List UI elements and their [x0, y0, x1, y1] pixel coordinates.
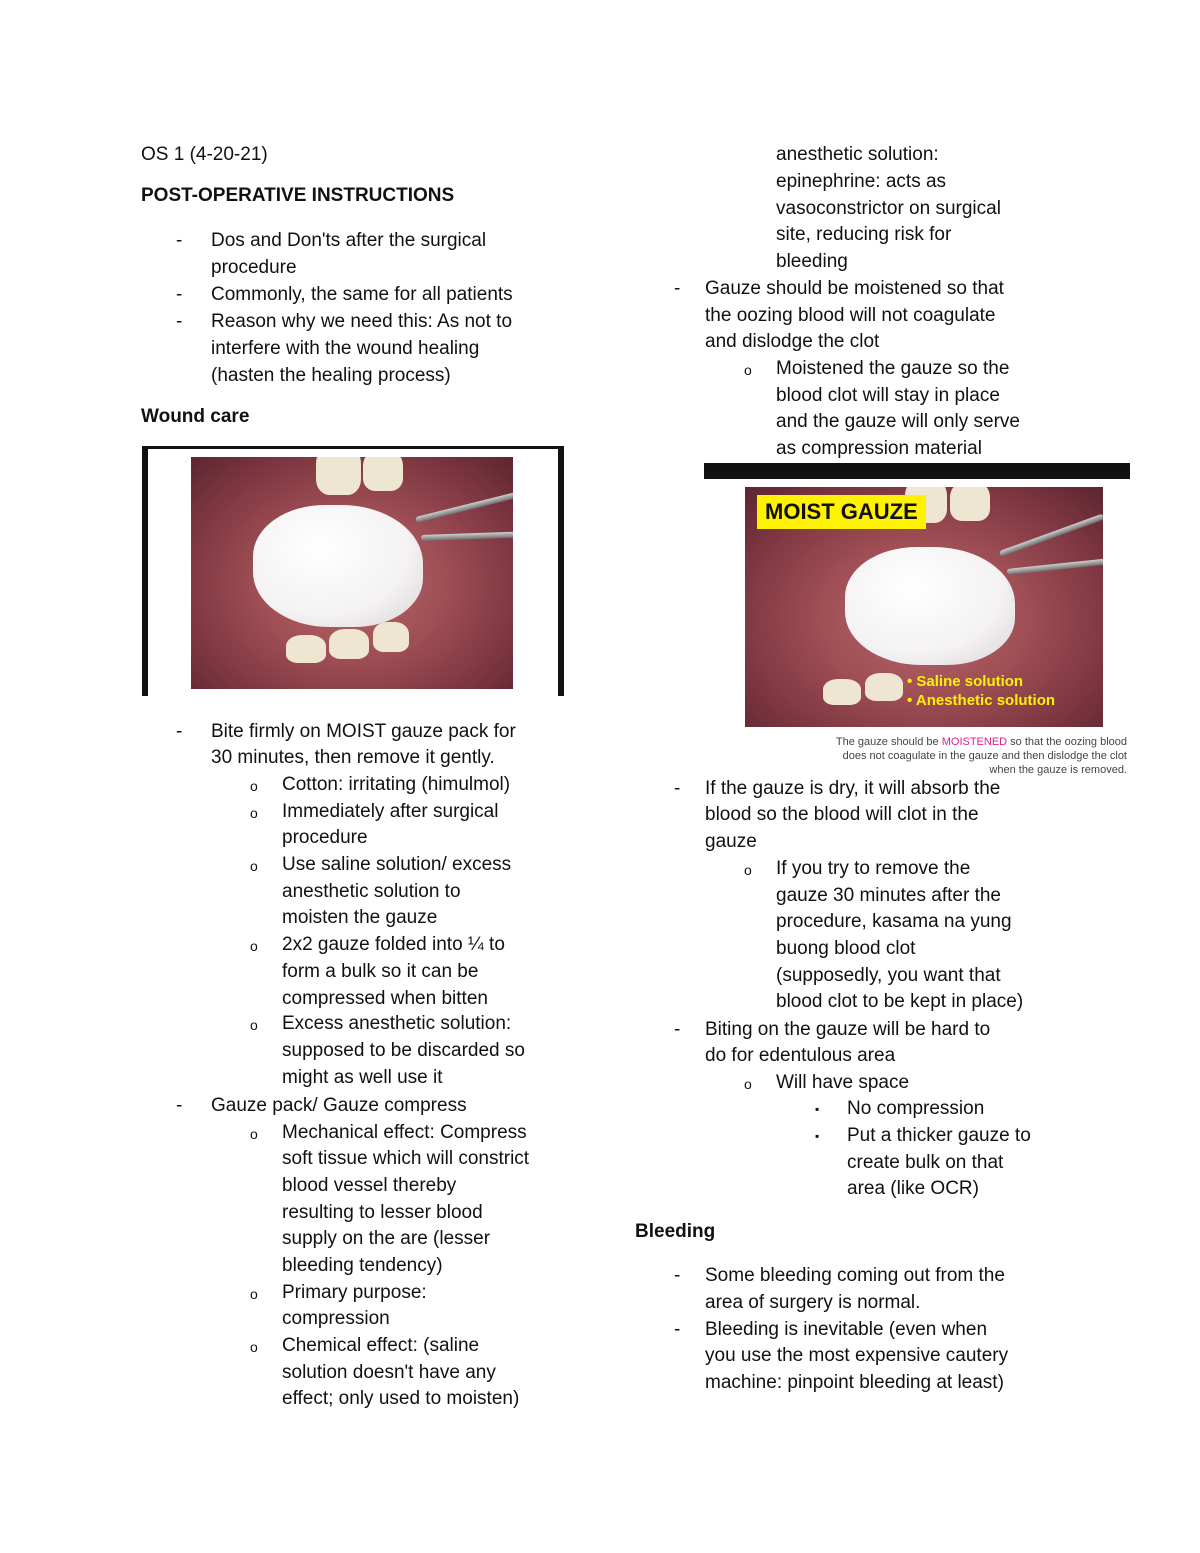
dry-line-2: blood so the blood will clot in the	[705, 804, 979, 825]
bite-line-1: Bite firmly on MOIST gauze pack for	[211, 721, 516, 742]
dash-bullet: -	[674, 1019, 681, 1040]
circle-bullet: o	[250, 938, 258, 954]
bite-sub-5-line-2: supposed to be discarded so	[282, 1040, 525, 1061]
circle-bullet: o	[250, 805, 258, 821]
bite-sub-4-line-2: form a bulk so it can be	[282, 961, 479, 982]
bite-sub-5-line-3: might as well use it	[282, 1067, 443, 1088]
circle-bullet: o	[250, 1126, 258, 1142]
figure-divider-bar	[704, 463, 1130, 479]
dry-sub-line-4: buong blood clot	[776, 938, 916, 959]
forceps	[421, 531, 513, 541]
dash-bullet: -	[176, 311, 183, 332]
bleeding-2-line-3: machine: pinpoint bleeding at least)	[705, 1372, 1004, 1393]
bleeding-2-line-1: Bleeding is inevitable (even when	[705, 1319, 988, 1340]
circle-bullet: o	[744, 1076, 752, 1092]
bite-sub-4-line-3: compressed when bitten	[282, 988, 488, 1009]
circle-bullet: o	[250, 1286, 258, 1302]
circle-bullet: o	[744, 862, 752, 878]
circle-bullet: o	[250, 858, 258, 874]
moist-line-2: the oozing blood will not coagulate	[705, 305, 996, 326]
dry-sub-line-1: If you try to remove the	[776, 858, 971, 879]
dash-bullet: -	[176, 284, 183, 305]
thicker-gauze-line-2: create bulk on that	[847, 1152, 1004, 1173]
dry-sub-line-2: gauze 30 minutes after the	[776, 885, 1001, 906]
moist-sub-line-1: Moistened the gauze so the	[776, 358, 1010, 379]
caption-post: so that the oozing blood	[1007, 736, 1127, 748]
pack-sub-1-line-2: soft tissue which will constrict	[282, 1148, 530, 1169]
pack-sub-2-line-1: Primary purpose:	[282, 1282, 427, 1303]
lower-tooth	[373, 622, 409, 652]
mouth-image	[191, 457, 513, 689]
bite-sub-3-line-1: Use saline solution/ excess	[282, 854, 512, 875]
lower-tooth	[823, 679, 861, 705]
figure-caption	[790, 735, 1127, 777]
bleeding-1-line-2: area of surgery is normal.	[705, 1292, 921, 1313]
pack-sub-3-line-3: effect; only used to moisten)	[282, 1388, 520, 1409]
pack-sub-2-line-2: compression	[282, 1308, 390, 1329]
thicker-gauze-line-1: Put a thicker gauze to	[847, 1125, 1031, 1146]
moist-sub-line-4: as compression material	[776, 438, 982, 459]
pack-sub-1-line-5: supply on the are (lesser	[282, 1228, 491, 1249]
thicker-gauze-line-3: area (like OCR)	[847, 1178, 979, 1199]
caption-line-2: does not coagulate in the gauze and then dislodge the clot	[842, 750, 1127, 762]
circle-bullet: o	[250, 1017, 258, 1033]
dry-sub-line-3: procedure, kasama na yung	[776, 911, 1012, 932]
bite-sub-3-line-2: anesthetic solution to	[282, 881, 461, 902]
cont-line-5: bleeding	[776, 251, 848, 272]
dry-line-3: gauze	[705, 831, 757, 852]
pack-sub-1-line-1: Mechanical effect: Compress	[282, 1122, 527, 1143]
dash-bullet: -	[176, 721, 183, 742]
lower-tooth	[329, 629, 369, 659]
moist-sub-line-3: and the gauze will only serve	[776, 411, 1020, 432]
forceps	[999, 514, 1103, 557]
section-title: POST-OPERATIVE INSTRUCTIONS	[141, 185, 455, 206]
forceps	[415, 488, 513, 523]
dash-bullet: -	[176, 1095, 183, 1116]
pack-sub-3-line-1: Chemical effect: (saline	[282, 1335, 480, 1356]
gauze-pack	[845, 547, 1015, 665]
moist-sub-line-2: blood clot will stay in place	[776, 385, 1000, 406]
edentulous-line-1: Biting on the gauze will be hard to	[705, 1019, 991, 1040]
circle-bullet: o	[744, 362, 752, 378]
bite-sub-1-line-1: Cotton: irritating (himulmol)	[282, 774, 511, 795]
intro-3-line-3: (hasten the healing process)	[211, 365, 451, 386]
pack-sub-1-line-3: blood vessel thereby	[282, 1175, 457, 1196]
caption-highlight: MOISTENED	[941, 736, 1008, 748]
wound-care-heading: Wound care	[141, 406, 250, 427]
square-bullet: ▪	[815, 1129, 820, 1143]
will-have-space: Will have space	[776, 1072, 910, 1093]
upper-tooth	[316, 457, 361, 495]
square-bullet: ▪	[815, 1102, 820, 1116]
bite-line-2: 30 minutes, then remove it gently.	[211, 747, 495, 768]
bleeding-2-line-2: you use the most expensive cautery	[705, 1345, 1009, 1366]
saline-solution-label: • Saline solution	[907, 673, 1024, 690]
bite-sub-5-line-1: Excess anesthetic solution:	[282, 1013, 512, 1034]
pack-sub-3-line-2: solution doesn't have any	[282, 1362, 496, 1383]
pack-line-1: Gauze pack/ Gauze compress	[211, 1095, 467, 1116]
dash-bullet: -	[674, 778, 681, 799]
intro-3-line-1: Reason why we need this: As not to	[211, 311, 513, 332]
anesthetic-solution-label: • Anesthetic solution	[907, 692, 1056, 709]
dry-sub-line-5: (supposedly, you want that	[776, 965, 1001, 986]
no-compression: No compression	[847, 1098, 985, 1119]
dash-bullet: -	[674, 1319, 681, 1340]
intro-3-line-2: interfere with the wound healing	[211, 338, 480, 359]
dash-bullet: -	[674, 278, 681, 299]
moist-gauze-photo	[745, 487, 1103, 727]
lower-tooth	[286, 635, 326, 663]
intro-1-line-1: Dos and Don'ts after the surgical	[211, 230, 487, 251]
dry-line-1: If the gauze is dry, it will absorb the	[705, 778, 1001, 799]
gauze-pack	[253, 505, 423, 627]
dash-bullet: -	[176, 230, 183, 251]
pack-sub-1-line-4: resulting to lesser blood	[282, 1202, 483, 1223]
caption-line-3: when the gauze is removed.	[989, 764, 1127, 776]
moist-line-3: and dislodge the clot	[705, 331, 880, 352]
document-date-title: OS 1 (4-20-21)	[141, 144, 268, 165]
upper-tooth	[363, 457, 403, 491]
circle-bullet: o	[250, 778, 258, 794]
bleeding-1-line-1: Some bleeding coming out from the	[705, 1265, 1005, 1286]
bite-sub-2-line-1: Immediately after surgical	[282, 801, 499, 822]
lower-tooth	[865, 673, 903, 701]
bite-sub-4-line-1: 2x2 gauze folded into ¼ to	[282, 934, 505, 955]
wound-gauze-photo	[142, 446, 564, 696]
caption-pre: The gauze should be	[835, 736, 942, 748]
dry-sub-line-6: blood clot to be kept in place)	[776, 991, 1024, 1012]
intro-2-line-1: Commonly, the same for all patients	[211, 284, 513, 305]
pack-sub-1-line-6: bleeding tendency)	[282, 1255, 443, 1276]
moist-line-1: Gauze should be moistened so that	[705, 278, 1004, 299]
edentulous-line-2: do for edentulous area	[705, 1045, 896, 1066]
forceps	[1007, 558, 1103, 575]
circle-bullet: o	[250, 1339, 258, 1355]
bite-sub-2-line-2: procedure	[282, 827, 368, 848]
bleeding-heading: Bleeding	[635, 1221, 716, 1242]
moist-gauze-label: MOIST GAUZE	[757, 495, 926, 529]
cont-line-3: vasoconstrictor on surgical	[776, 198, 1001, 219]
cont-line-4: site, reducing risk for	[776, 224, 952, 245]
intro-1-line-2: procedure	[211, 257, 297, 278]
cont-line-2: epinephrine: acts as	[776, 171, 947, 192]
cont-line-1: anesthetic solution:	[776, 144, 939, 165]
dash-bullet: -	[674, 1265, 681, 1286]
upper-tooth	[950, 487, 990, 521]
bite-sub-3-line-3: moisten the gauze	[282, 907, 438, 928]
